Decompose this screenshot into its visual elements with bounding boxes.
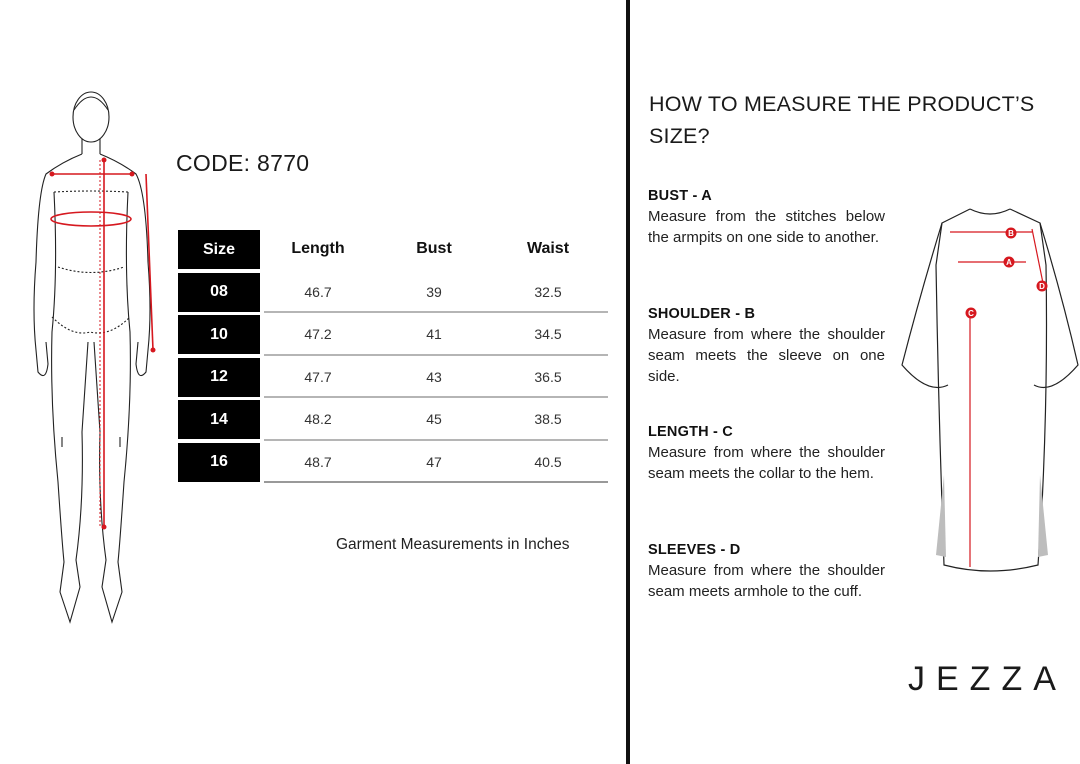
- waist-cell: 34.5: [534, 326, 562, 342]
- shoulder-title: SHOULDER - B: [648, 306, 756, 322]
- bust-title: BUST - A: [648, 188, 712, 204]
- length-cell: 48.2: [304, 411, 332, 427]
- size-cell: 16: [178, 443, 260, 482]
- size-cell: 12: [178, 358, 260, 397]
- dress-marker-d: D: [1039, 282, 1045, 291]
- bust-description: Measure from the stitches below the armpits on one side to another.: [648, 208, 885, 246]
- bust-cell: 45: [426, 411, 442, 427]
- waist-cell: 40.5: [534, 453, 562, 470]
- length-description: Measure from where the shoulder seam meets the collar to the hem.: [648, 444, 885, 482]
- header-size: Size: [178, 230, 260, 269]
- row-divider: [264, 481, 608, 483]
- bust-cell: 39: [426, 283, 442, 300]
- table-row: [176, 271, 608, 314]
- brand-logo: JEZZA: [908, 660, 1067, 698]
- dress-marker-b: B: [1008, 229, 1014, 238]
- center-divider: [626, 0, 630, 764]
- length-cell: 47.7: [304, 368, 332, 385]
- size-chart-table: [176, 228, 608, 483]
- shoulder-description: Measure from where the shoulder seam meets the sleeve on one side.: [648, 326, 885, 385]
- header-length: Length: [291, 240, 345, 257]
- body-figure-illustration: [22, 82, 172, 627]
- sleeves-title: SLEEVES - D: [648, 542, 741, 558]
- waist-cell: 36.5: [534, 368, 562, 385]
- bust-cell: 41: [426, 326, 442, 342]
- length-title: LENGTH - C: [648, 424, 733, 440]
- length-cell: 46.7: [304, 283, 332, 300]
- sleeves-section: [648, 542, 885, 602]
- table-row: [176, 313, 608, 356]
- bust-cell: 47: [426, 453, 442, 470]
- bust-section: [648, 188, 885, 248]
- header-bust: Bust: [416, 240, 452, 257]
- length-cell: 47.2: [304, 326, 332, 342]
- length-section: [648, 424, 885, 484]
- bust-cell: 43: [426, 368, 442, 385]
- sleeves-description: Measure from where the shoulder seam meets armhole to the cuff.: [648, 562, 885, 600]
- waist-cell: 32.5: [534, 283, 562, 300]
- dress-illustration: [898, 205, 1080, 577]
- table-row: [176, 398, 608, 441]
- size-cell: 10: [178, 315, 260, 354]
- how-to-measure-heading: HOW TO MEASURE THE PRODUCT’S SIZE?: [649, 92, 1035, 148]
- dress-marker-c: C: [968, 309, 974, 318]
- waist-cell: 38.5: [534, 411, 562, 427]
- table-header-row: [176, 228, 608, 271]
- shoulder-section: [648, 306, 885, 387]
- product-code: CODE: 8770: [176, 150, 310, 176]
- dress-marker-a: A: [1006, 258, 1012, 267]
- measurement-unit-caption: Garment Measurements in Inches: [336, 536, 570, 553]
- table-row: [176, 356, 608, 399]
- header-waist: Waist: [526, 240, 570, 257]
- table-row: [176, 441, 608, 484]
- size-cell: 08: [178, 273, 260, 312]
- size-cell: 14: [178, 400, 260, 439]
- length-cell: 48.7: [304, 453, 332, 470]
